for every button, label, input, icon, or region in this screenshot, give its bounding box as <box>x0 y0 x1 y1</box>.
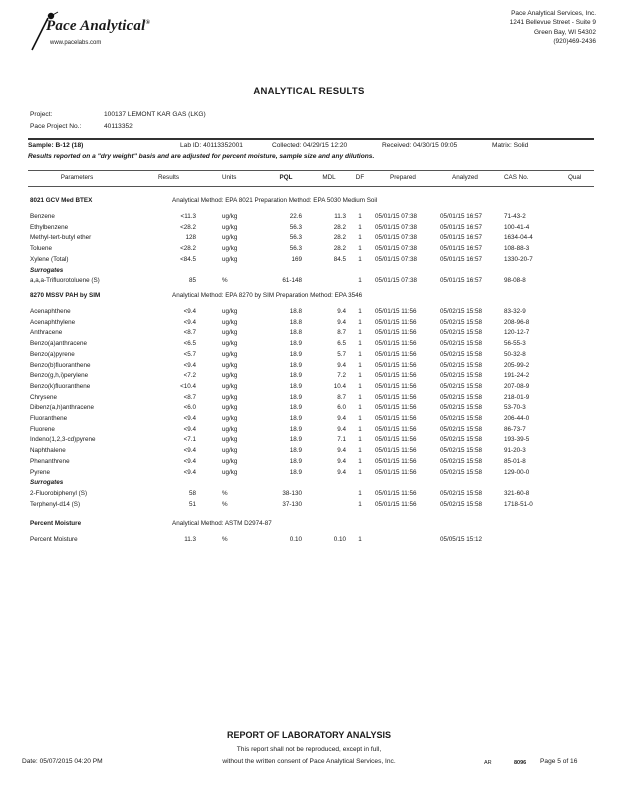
logo-url: www.pacelabs.com <box>50 40 102 46</box>
cell-units: ug/kg <box>222 393 238 401</box>
cell-analyzed: 05/02/15 15:58 <box>440 393 483 401</box>
cell-df: 1 <box>358 447 362 455</box>
cell-parameter: Benzo(b)fluoranthene <box>30 361 91 369</box>
cell-units: ug/kg <box>222 468 238 476</box>
cell-prepared: 05/01/15 07:38 <box>375 213 418 220</box>
column-header-analyzed: Analyzed <box>452 174 478 181</box>
page-number: Page 5 of 16 <box>540 758 578 765</box>
surrogate-cell-units: % <box>222 277 228 285</box>
cell-units: ug/kg <box>222 447 238 455</box>
cell-cas-no: 191-24-2 <box>504 372 530 380</box>
cell-df: 1 <box>358 425 362 433</box>
column-header-pql: PQL <box>279 174 293 181</box>
cell-units: ug/kg <box>222 415 238 422</box>
cell-units: ug/kg <box>222 234 238 242</box>
cell-pql: 56.3 <box>289 234 302 242</box>
cell-mdl: 9.4 <box>337 468 346 476</box>
cell-analyzed: 05/02/15 15:58 <box>440 340 483 348</box>
cell-df: 1 <box>358 308 362 315</box>
cell-result: <11.3 <box>180 213 196 220</box>
cell-mdl: 9.4 <box>337 415 346 422</box>
cell-parameter: Phenanthrene <box>30 457 70 465</box>
cell-result: <9.4 <box>183 415 196 422</box>
cell-analyzed: 05/02/15 15:58 <box>440 308 483 315</box>
cell-mdl: 9.4 <box>337 425 346 433</box>
cell-cas-no: 1634-04-4 <box>504 234 533 242</box>
cell-pql: 18.9 <box>289 404 302 412</box>
section-name: Percent Moisture <box>30 520 82 527</box>
surrogates-label: Surrogates <box>30 479 64 487</box>
cell-result: <9.4 <box>183 468 196 476</box>
column-header-prepared: Prepared <box>390 174 416 181</box>
cell-units: ug/kg <box>222 425 238 433</box>
project-value: 100137 LEMONT KAR GAS (LKG) <box>104 111 206 118</box>
cell-pql: 0.10 <box>289 536 302 543</box>
cell-prepared: 05/01/15 11:56 <box>375 393 417 401</box>
cell-df: 1 <box>358 468 362 476</box>
cell-parameter: Naphthalene <box>30 447 66 455</box>
cell-df: 1 <box>358 361 362 369</box>
cell-analyzed: 05/02/15 15:58 <box>440 457 483 465</box>
cell-mdl: 9.4 <box>337 447 346 455</box>
section-name: 8021 GCV Med BTEX <box>30 197 93 204</box>
cell-cas-no: 50-32-8 <box>504 350 526 358</box>
cell-cas-no: 53-70-3 <box>504 404 526 412</box>
cell-pql: 18.9 <box>289 340 302 348</box>
cell-analyzed: 05/02/15 15:58 <box>440 415 483 422</box>
surrogate-cell-analyzed: 05/02/15 15:58 <box>440 489 483 497</box>
cell-mdl: 6.5 <box>337 340 346 348</box>
surrogate-cell-result: 51 <box>188 500 196 508</box>
cell-units: ug/kg <box>222 372 238 380</box>
cell-parameter: Xylene (Total) <box>30 255 69 263</box>
cell-analyzed: 05/02/15 15:58 <box>440 447 483 455</box>
cell-prepared: 05/01/15 11:56 <box>375 415 417 422</box>
column-header-parameter: Parameters <box>60 174 94 181</box>
cell-units: ug/kg <box>222 350 238 358</box>
cell-cas-no: 193-39-5 <box>504 436 530 444</box>
cell-parameter: Dibenz(a,h)anthracene <box>30 404 95 412</box>
cell-prepared: 05/01/15 11:56 <box>375 308 417 315</box>
cell-result: <10.4 <box>180 382 196 390</box>
cell-df: 1 <box>358 318 362 326</box>
cell-cas-no: 56-55-3 <box>504 340 526 348</box>
cell-units: ug/kg <box>222 255 238 263</box>
cell-result: <28.2 <box>180 245 196 253</box>
cell-units: ug/kg <box>222 329 238 337</box>
cell-units: ug/kg <box>222 308 238 315</box>
cell-df: 1 <box>358 255 362 263</box>
report-date: Date: 05/07/2015 04:20 PM <box>22 758 103 765</box>
cell-analyzed: 05/02/15 15:58 <box>440 329 483 337</box>
cell-parameter: Chrysene <box>30 393 57 401</box>
cell-mdl: 84.5 <box>333 255 346 263</box>
cell-pql: 18.9 <box>289 436 302 444</box>
cell-result: 128 <box>185 234 196 242</box>
footer-line-1: This report shall not be reproduced, except in full, <box>236 746 382 753</box>
cell-df: 1 <box>358 536 362 543</box>
cell-cas-no: 91-20-3 <box>504 447 526 455</box>
cell-analyzed: 05/02/15 15:58 <box>440 318 483 326</box>
cell-prepared: 05/01/15 11:56 <box>375 340 417 348</box>
cell-pql: 18.9 <box>289 468 302 476</box>
cell-prepared: 05/01/15 11:56 <box>375 361 417 369</box>
cell-pql: 18.8 <box>289 329 302 337</box>
cell-cas-no: 208-96-8 <box>504 318 530 326</box>
cell-units: ug/kg <box>222 457 238 465</box>
cell-pql: 18.9 <box>289 457 302 465</box>
cell-mdl: 0.10 <box>333 536 346 543</box>
cell-pql: 18.9 <box>289 447 302 455</box>
surrogate-cell-parameter: Terphenyl-d14 (S) <box>30 500 81 508</box>
cell-parameter: Ethylbenzene <box>30 223 69 231</box>
cell-result: <7.2 <box>183 372 196 380</box>
lab-address <box>510 9 596 47</box>
collected-date: Collected: 04/29/15 12:20 <box>272 142 348 149</box>
surrogate-cell-pql: 38-130 <box>282 489 302 497</box>
cell-df: 1 <box>358 436 362 444</box>
column-header-result: Results <box>158 174 179 181</box>
cell-analyzed: 05/02/15 15:58 <box>440 372 483 380</box>
cell-units: ug/kg <box>222 340 238 348</box>
cell-result: <84.5 <box>180 255 196 263</box>
cell-df: 1 <box>358 350 362 358</box>
cell-analyzed: 05/01/15 16:57 <box>440 234 483 242</box>
cell-prepared: 05/01/15 11:56 <box>375 382 417 390</box>
project-label: Project: <box>30 111 53 118</box>
cell-df: 1 <box>358 245 362 253</box>
cell-result: <9.4 <box>183 457 196 465</box>
cell-parameter: Methyl-tert-butyl ether <box>30 234 92 242</box>
cell-analyzed: 05/02/15 15:58 <box>440 436 483 444</box>
cell-mdl: 7.1 <box>337 436 346 444</box>
cell-mdl: 28.2 <box>333 234 346 242</box>
cell-result: <9.4 <box>183 361 196 369</box>
cell-df: 1 <box>358 457 362 465</box>
address-line: (920)469-2436 <box>553 38 596 46</box>
surrogate-cell-pql: 61-148 <box>282 277 302 285</box>
surrogate-cell-pql: 37-130 <box>282 500 302 508</box>
cell-cas-no: 1330-20-7 <box>504 255 533 263</box>
cell-pql: 169 <box>291 255 302 263</box>
surrogate-cell-analyzed: 05/02/15 15:58 <box>440 500 483 508</box>
cell-prepared: 05/01/15 11:56 <box>375 329 417 337</box>
cell-pql: 18.9 <box>289 350 302 358</box>
results-note: Results reported on a "dry weight" basis and are adjusted for percent moisture, sample size and any dilutions. <box>28 153 375 160</box>
cell-cas-no: 206-44-0 <box>504 415 530 422</box>
cell-df: 1 <box>358 213 362 220</box>
cell-cas-no: 129-00-0 <box>504 468 530 476</box>
cell-df: 1 <box>358 234 362 242</box>
lab-id: Lab ID: 40113352001 <box>180 142 243 149</box>
cell-pql: 56.3 <box>289 223 302 231</box>
surrogate-cell-cas-no: 321-60-8 <box>504 489 530 497</box>
cell-pql: 22.6 <box>289 213 302 220</box>
cell-units: % <box>222 536 228 543</box>
cell-parameter: Fluorene <box>30 425 55 433</box>
cell-mdl: 7.2 <box>337 372 346 380</box>
cell-analyzed: 05/02/15 15:58 <box>440 361 483 369</box>
section-name: 8270 MSSV PAH by SIM <box>30 292 101 299</box>
cell-mdl: 28.2 <box>333 245 346 253</box>
cell-analyzed: 05/05/15 15:12 <box>440 536 483 543</box>
page-code: 8096 <box>514 760 527 766</box>
cell-df: 1 <box>358 329 362 337</box>
cell-cas-no: 83-32-9 <box>504 308 526 315</box>
cell-pql: 18.8 <box>289 308 302 315</box>
cell-parameter: Benzo(a)pyrene <box>30 350 75 358</box>
section-method: Analytical Method: EPA 8270 by SIM Preparation Method: EPA 3546 <box>172 292 363 299</box>
surrogate-cell-df: 1 <box>358 500 362 508</box>
surrogate-cell-result: 58 <box>188 489 196 497</box>
cell-cas-no: 71-43-2 <box>504 213 526 220</box>
cell-parameter: Anthracene <box>30 329 63 337</box>
cell-parameter: Toluene <box>30 245 53 253</box>
cell-units: ug/kg <box>222 436 238 444</box>
cell-df: 1 <box>358 223 362 231</box>
cell-mdl: 9.4 <box>337 361 346 369</box>
cell-pql: 18.9 <box>289 393 302 401</box>
cell-result: <9.4 <box>183 425 196 433</box>
sample-id: Sample: B-12 (18) <box>28 142 84 149</box>
cell-cas-no: 85-01-8 <box>504 457 526 465</box>
address-line: 1241 Bellevue Street - Suite 9 <box>509 19 596 27</box>
surrogate-cell-parameter: 2-Fluorobiphenyl (S) <box>30 489 88 497</box>
cell-df: 1 <box>358 372 362 380</box>
cell-parameter: Fluoranthene <box>30 415 68 422</box>
cell-units: ug/kg <box>222 404 238 412</box>
cell-prepared: 05/01/15 07:38 <box>375 245 418 253</box>
cell-mdl: 9.4 <box>337 457 346 465</box>
cell-mdl: 9.4 <box>337 318 346 326</box>
cell-pql: 18.9 <box>289 382 302 390</box>
surrogate-cell-analyzed: 05/01/15 16:57 <box>440 277 483 285</box>
cell-analyzed: 05/02/15 15:58 <box>440 468 483 476</box>
column-header-mdl: MDL <box>322 174 336 181</box>
cell-pql: 18.9 <box>289 361 302 369</box>
cell-units: ug/kg <box>222 318 238 326</box>
column-header-units: Units <box>222 174 237 181</box>
section-method: Analytical Method: ASTM D2974-87 <box>172 520 272 527</box>
cell-result: <7.1 <box>183 436 196 444</box>
cell-units: ug/kg <box>222 223 238 231</box>
surrogate-cell-df: 1 <box>358 489 362 497</box>
cell-prepared: 05/01/15 07:38 <box>375 234 418 242</box>
cell-parameter: Benzene <box>30 213 55 220</box>
surrogate-cell-parameter: a,a,a-Trifluorotoluene (S) <box>30 277 100 285</box>
surrogate-cell-units: % <box>222 500 228 508</box>
cell-df: 1 <box>358 404 362 412</box>
cell-analyzed: 05/01/15 16:57 <box>440 255 483 263</box>
cell-mdl: 8.7 <box>337 393 346 401</box>
cell-analyzed: 05/02/15 15:58 <box>440 404 483 412</box>
divider <box>28 170 594 171</box>
cell-units: ug/kg <box>222 361 238 369</box>
report-title: ANALYTICAL RESULTS <box>253 86 365 97</box>
cell-prepared: 05/01/15 11:56 <box>375 425 417 433</box>
pace-project-value: 40113352 <box>104 123 133 130</box>
cell-prepared: 05/01/15 11:56 <box>375 372 417 380</box>
divider <box>28 138 594 140</box>
cell-prepared: 05/01/15 11:56 <box>375 318 417 326</box>
footer-line-2: without the written consent of Pace Analytical Services, Inc. <box>222 758 396 765</box>
cell-analyzed: 05/01/15 16:57 <box>440 245 483 253</box>
address-line: Pace Analytical Services, Inc. <box>511 10 596 17</box>
cell-prepared: 05/01/15 07:38 <box>375 255 418 263</box>
cell-df: 1 <box>358 415 362 422</box>
surrogate-cell-result: 85 <box>188 277 196 285</box>
cell-pql: 18.8 <box>289 318 302 326</box>
cell-prepared: 05/01/15 11:56 <box>375 404 417 412</box>
cell-mdl: 11.3 <box>334 213 346 220</box>
cell-parameter: Percent Moisture <box>30 536 78 543</box>
footer-title: REPORT OF LABORATORY ANALYSIS <box>226 730 392 740</box>
cell-prepared: 05/01/15 11:56 <box>375 447 417 455</box>
surrogate-cell-cas-no: 1718-51-0 <box>504 500 533 508</box>
cell-units: ug/kg <box>222 382 238 390</box>
cell-result: <9.4 <box>183 308 196 315</box>
cell-parameter: Acenaphthylene <box>30 318 76 326</box>
cell-analyzed: 05/02/15 15:58 <box>440 382 483 390</box>
column-header-df: DF <box>355 174 365 181</box>
cell-analyzed: 05/01/15 16:57 <box>440 213 483 220</box>
pace-project-label: Pace Project No.: <box>30 123 82 130</box>
cell-mdl: 28.2 <box>333 223 346 231</box>
surrogate-cell-prepared: 05/01/15 11:56 <box>375 500 417 508</box>
cell-result: <28.2 <box>180 223 196 231</box>
cell-prepared: 05/01/15 11:56 <box>375 457 417 465</box>
column-header-cas-no: CAS No. <box>504 174 529 181</box>
cell-result: <9.4 <box>183 318 196 326</box>
cell-parameter: Indeno(1,2,3-cd)pyrene <box>30 436 96 444</box>
cell-parameter: Acenaphthene <box>30 308 71 315</box>
cell-df: 1 <box>358 393 362 401</box>
surrogate-cell-cas-no: 98-08-8 <box>504 277 526 285</box>
cell-cas-no: 207-08-9 <box>504 382 530 390</box>
cell-mdl: 9.4 <box>337 308 346 315</box>
cell-pql: 56.3 <box>289 245 302 253</box>
cell-parameter: Benzo(g,h,i)perylene <box>30 372 89 380</box>
cell-pql: 18.9 <box>289 372 302 380</box>
surrogate-cell-prepared: 05/01/15 11:56 <box>375 489 417 497</box>
cell-result: <6.5 <box>183 340 196 348</box>
cell-pql: 18.9 <box>289 415 302 422</box>
received-date: Received: 04/30/15 09:05 <box>382 142 458 149</box>
cell-df: 1 <box>358 382 362 390</box>
surrogate-cell-prepared: 05/01/15 07:38 <box>375 277 418 285</box>
cell-units: ug/kg <box>222 245 238 253</box>
cell-units: ug/kg <box>222 213 238 220</box>
address-line: Green Bay, WI 54302 <box>533 28 596 36</box>
cell-prepared: 05/01/15 11:56 <box>375 468 417 476</box>
cell-df: 1 <box>358 340 362 348</box>
cell-parameter: Pyrene <box>30 468 50 476</box>
cell-cas-no: 86-73-7 <box>504 425 526 433</box>
logo-text: Pace Analytical® <box>46 18 151 34</box>
column-header-qual: Qual <box>568 174 582 181</box>
cell-result: <8.7 <box>183 393 196 401</box>
cell-analyzed: 05/02/15 15:58 <box>440 425 483 433</box>
cell-result: <8.7 <box>183 329 196 337</box>
surrogate-cell-df: 1 <box>358 277 362 285</box>
cell-pql: 18.9 <box>289 425 302 433</box>
matrix: Matrix: Solid <box>492 142 529 149</box>
cell-result: <6.0 <box>183 404 196 412</box>
cell-prepared: 05/01/15 07:38 <box>375 223 418 231</box>
cell-prepared: 05/01/15 11:56 <box>375 350 417 358</box>
cell-mdl: 8.7 <box>337 329 346 337</box>
cell-analyzed: 05/01/15 16:57 <box>440 223 483 231</box>
divider <box>28 186 594 187</box>
surrogates-label: Surrogates <box>30 266 64 274</box>
cell-cas-no: 100-41-4 <box>504 223 530 231</box>
section-method: Analytical Method: EPA 8021 Preparation Method: EPA 5030 Medium Soil <box>172 197 378 204</box>
cell-mdl: 6.0 <box>337 404 346 412</box>
cell-prepared: 05/01/15 11:56 <box>375 436 417 444</box>
cell-result: 11.3 <box>184 536 196 543</box>
cell-cas-no: 218-01-9 <box>504 393 530 401</box>
cell-cas-no: 108-88-3 <box>504 245 530 253</box>
cell-parameter: Benzo(a)anthracene <box>30 340 88 348</box>
cell-mdl: 10.4 <box>333 382 346 390</box>
cell-analyzed: 05/02/15 15:58 <box>440 350 483 358</box>
initials: AR <box>484 760 492 766</box>
cell-result: <5.7 <box>183 350 196 358</box>
surrogate-cell-units: % <box>222 489 228 497</box>
cell-cas-no: 205-99-2 <box>504 361 530 369</box>
cell-parameter: Benzo(k)fluoranthene <box>30 382 91 390</box>
cell-mdl: 5.7 <box>337 350 346 358</box>
cell-result: <9.4 <box>183 447 196 455</box>
cell-cas-no: 120-12-7 <box>504 329 530 337</box>
